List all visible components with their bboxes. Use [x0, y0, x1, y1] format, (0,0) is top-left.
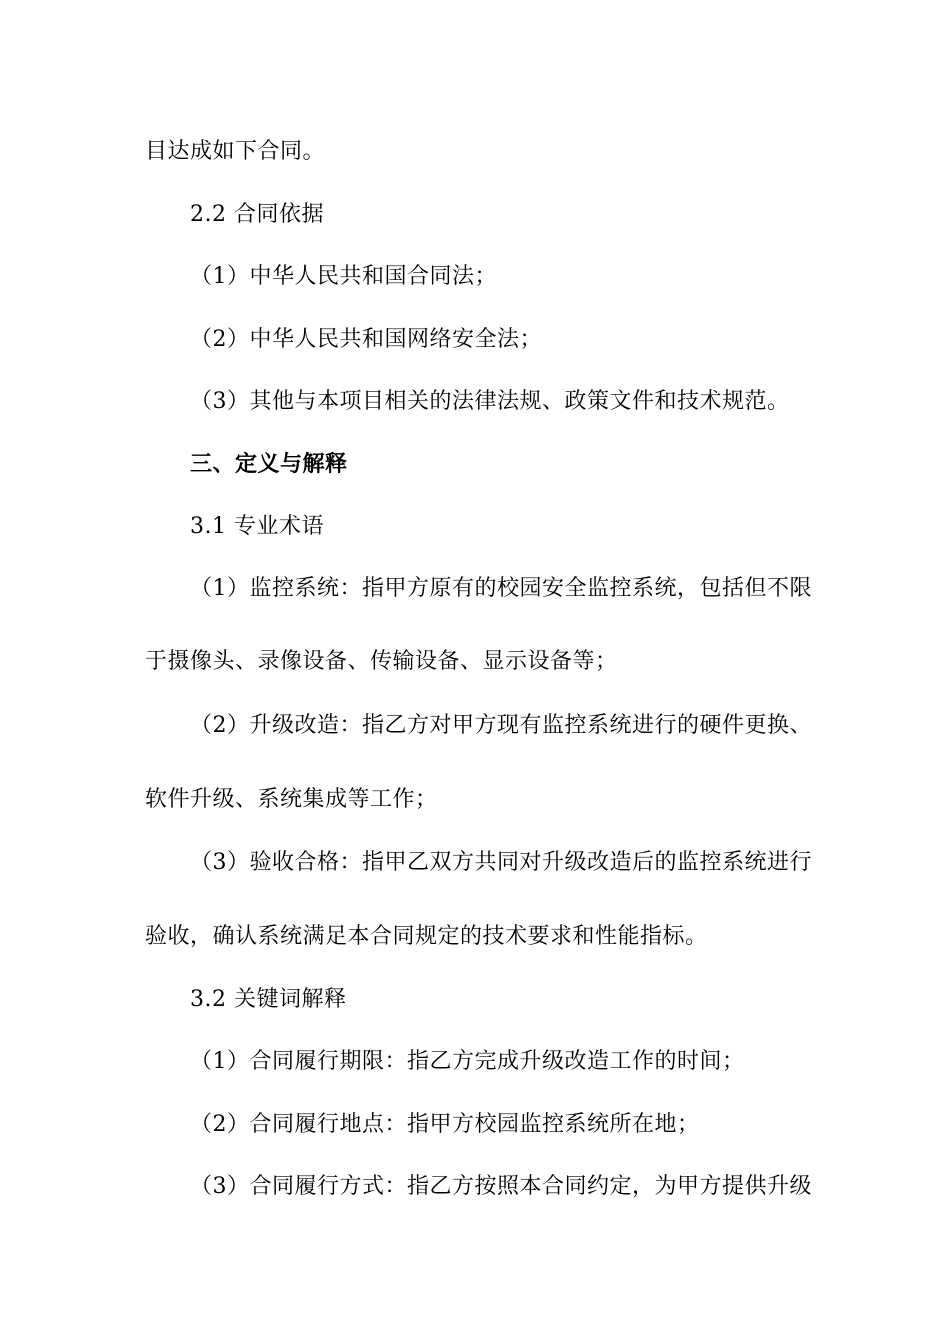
term-item-3-line-2: 验收，确认系统满足本合同规定的技术要求和性能指标。: [145, 924, 708, 949]
keyword-item-2: （2）合同履行地点：指甲方校园监控系统所在地；: [190, 1112, 700, 1137]
term-item-3-line-1: （3）验收合格：指甲乙双方共同对升级改造后的监控系统进行: [190, 850, 812, 875]
term-item-1-line-1: （1）监控系统：指甲方原有的校园安全监控系统，包括但不限: [190, 576, 812, 601]
list-item-basis-2: （2）中华人民共和国网络安全法；: [190, 327, 542, 352]
list-item-basis-3: （3）其他与本项目相关的法律法规、政策文件和技术规范。: [190, 389, 790, 414]
paragraph-continuation: 目达成如下合同。: [145, 139, 326, 164]
term-item-1-line-2: 于摄像头、录像设备、传输设备、显示设备等；: [145, 649, 618, 674]
subsection-heading-3-2: 3.2 关键词解释: [190, 987, 347, 1012]
term-item-2-line-2: 软件升级、系统集成等工作；: [145, 787, 438, 812]
subsection-heading-2-2: 2.2 合同依据: [190, 202, 324, 227]
keyword-item-1: （1）合同履行期限：指乙方完成升级改造工作的时间；: [190, 1049, 745, 1074]
list-item-basis-1: （1）中华人民共和国合同法；: [190, 264, 497, 289]
keyword-item-3: （3）合同履行方式：指乙方按照本合同约定，为甲方提供升级: [190, 1174, 812, 1199]
section-heading-3: 三、定义与解释: [190, 451, 348, 477]
subsection-heading-3-1: 3.1 专业术语: [190, 514, 324, 539]
term-item-2-line-1: （2）升级改造：指乙方对甲方现有监控系统进行的硬件更换、: [190, 713, 812, 738]
